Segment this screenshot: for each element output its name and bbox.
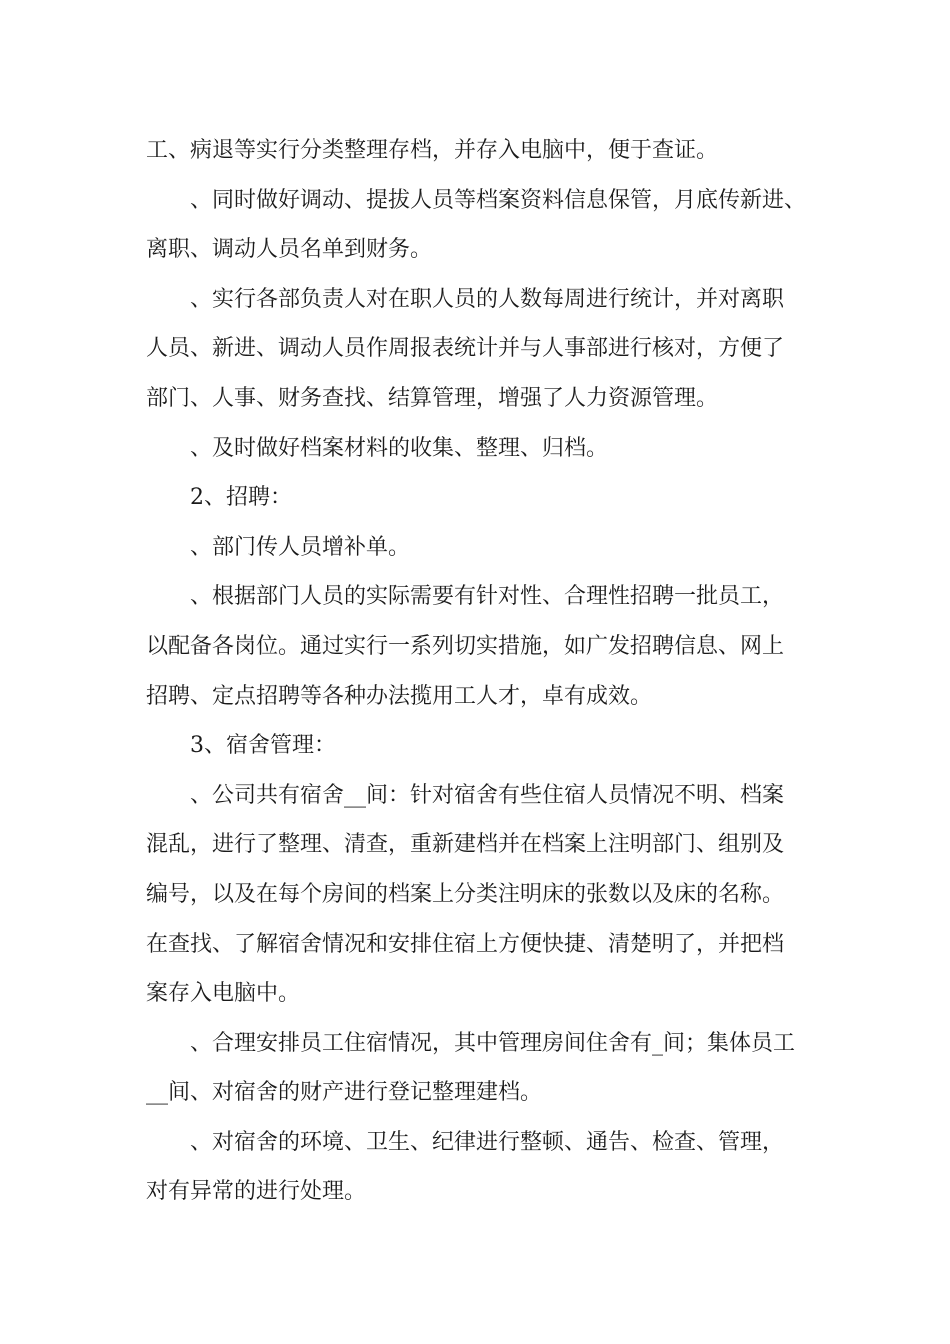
text-line: 、及时做好档案材料的收集、整理、归档。 — [190, 435, 609, 461]
text-line: __间、对宿舍的财产进行登记整理建档。 — [146, 1080, 543, 1106]
text-line: 、合理安排员工住宿情况，其中管理房间住舍有_间；集体员工 — [190, 1030, 796, 1056]
text-line: 3、宿舍管理： — [190, 733, 336, 759]
text-line: 、对宿舍的环境、卫生、纪律进行整顿、通告、检查、管理， — [190, 1129, 785, 1155]
text-line: 、同时做好调动、提拔人员等档案资料信息保管，月底传新进、 — [190, 187, 807, 213]
text-line: 工、病退等实行分类整理存档，并存入电脑中，便于查证。 — [146, 138, 719, 163]
text-line: 混乱，进行了整理、清查，重新建档并在档案上注明部门、组别及 — [146, 832, 785, 858]
text-line: 部门、人事、财务查找、结算管理，增强了人力资源管理。 — [146, 385, 719, 411]
text-line: 案存入电脑中。 — [146, 981, 301, 1007]
text-line: 离职、调动人员名单到财务。 — [146, 237, 433, 263]
text-line: 在查找、了解宿舍情况和安排住宿上方便快捷、清楚明了，并把档 — [146, 931, 785, 957]
text-line: 编号，以及在每个房间的档案上分类注明床的张数以及床的名称。 — [146, 881, 785, 907]
text-line: 招聘、定点招聘等各种办法揽用工人才，卓有成效。 — [146, 683, 653, 709]
text-line: 2、招聘： — [190, 485, 292, 511]
text-line: 、公司共有宿舍__间：针对宿舍有些住宿人员情况不明、档案 — [190, 782, 785, 808]
text-line: 对有异常的进行处理。 — [146, 1179, 367, 1205]
text-line: 、实行各部负责人对在职人员的人数每周进行统计，并对离职 — [190, 286, 785, 312]
document-body — [146, 126, 826, 1217]
text-line: 以配备各岗位。通过实行一系列切实措施，如广发招聘信息、网上 — [146, 633, 785, 659]
text-line: 、根据部门人员的实际需要有针对性、合理性招聘一批员工， — [190, 584, 785, 610]
text-line: 、部门传人员增补单。 — [190, 534, 411, 560]
text-line: 人员、新进、调动人员作周报表统计并与人事部进行核对，方便了 — [146, 336, 785, 362]
